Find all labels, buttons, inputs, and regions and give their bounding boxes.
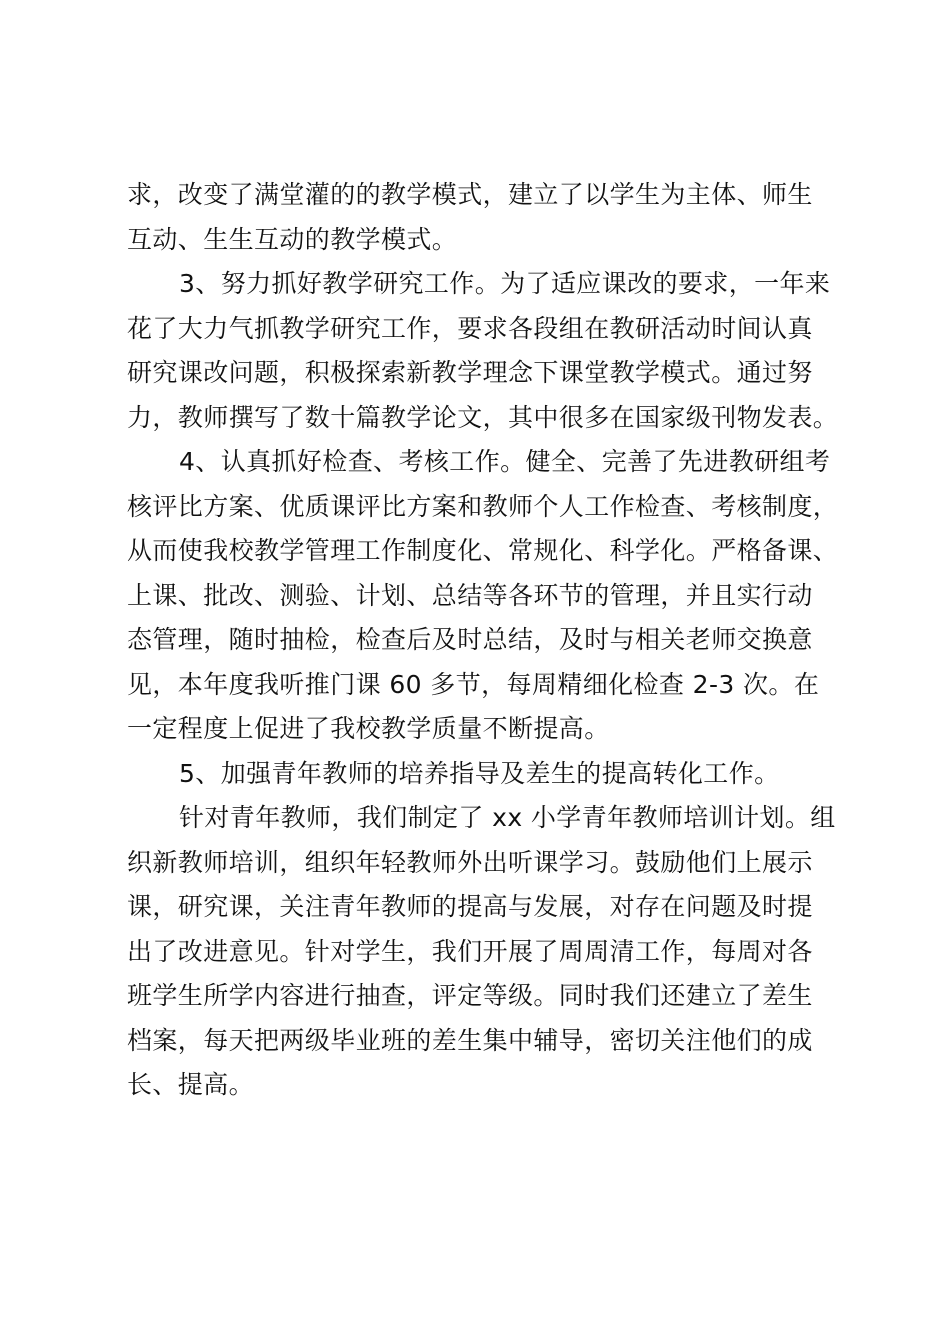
text-line: 4、认真抓好检查、考核工作。健全、完善了先进教研组考 xyxy=(179,447,831,476)
text-line: 上课、批改、测验、计划、总结等各环节的管理，并且实行动 xyxy=(127,580,813,610)
text-line: 3、努力抓好教学研究工作。为了适应课改的要求，一年来 xyxy=(179,269,831,298)
text-line: 从而使我校教学管理工作制度化、常规化、科学化。严格备课、 xyxy=(127,536,839,565)
text-line: 针对青年教师，我们制定了 xx 小学青年教师培训计划。组 xyxy=(179,803,836,832)
text-line: 花了大力气抓教学研究工作，要求各段组在教研活动时间认真 xyxy=(127,313,813,343)
text-line: 力，教师撰写了数十篇教学论文，其中很多在国家级刊物发表。 xyxy=(127,402,839,432)
text-line: 织新教师培训，组织年轻教师外出听课学习。鼓励他们上展示 xyxy=(127,847,813,877)
text-line: 见，本年度我听推门课 60 多节，每周精细化检查 2-3 次。在 xyxy=(127,669,820,699)
text-line: 研究课改问题，积极探索新教学理念下课堂教学模式。通过努 xyxy=(127,358,813,387)
text-line: 核评比方案、优质课评比方案和教师个人工作检查、考核制度， xyxy=(127,491,839,521)
text-line: 求，改变了满堂灌的的教学模式，建立了以学生为主体、师生 xyxy=(127,180,813,209)
text-line: 互动、生生互动的教学模式。 xyxy=(127,224,458,254)
text-line: 班学生所学内容进行抽查，评定等级。同时我们还建立了差生 xyxy=(127,981,813,1010)
text-line: 一定程度上促进了我校教学质量不断提高。 xyxy=(127,714,610,743)
text-line: 档案，每天把两级毕业班的差生集中辅导，密切关注他们的成 xyxy=(127,1025,813,1055)
body-text xyxy=(127,173,839,1108)
text-line: 5、加强青年教师的培养指导及差生的提高转化工作。 xyxy=(179,758,780,788)
text-line: 课，研究课，关注青年教师的提高与发展，对存在问题及时提 xyxy=(127,892,813,921)
text-line: 态管理，随时抽检，检查后及时总结，及时与相关老师交换意 xyxy=(127,625,813,654)
text-line: 出了改进意见。针对学生，我们开展了周周清工作，每周对各 xyxy=(127,936,813,966)
text-line: 长、提高。 xyxy=(127,1070,255,1099)
